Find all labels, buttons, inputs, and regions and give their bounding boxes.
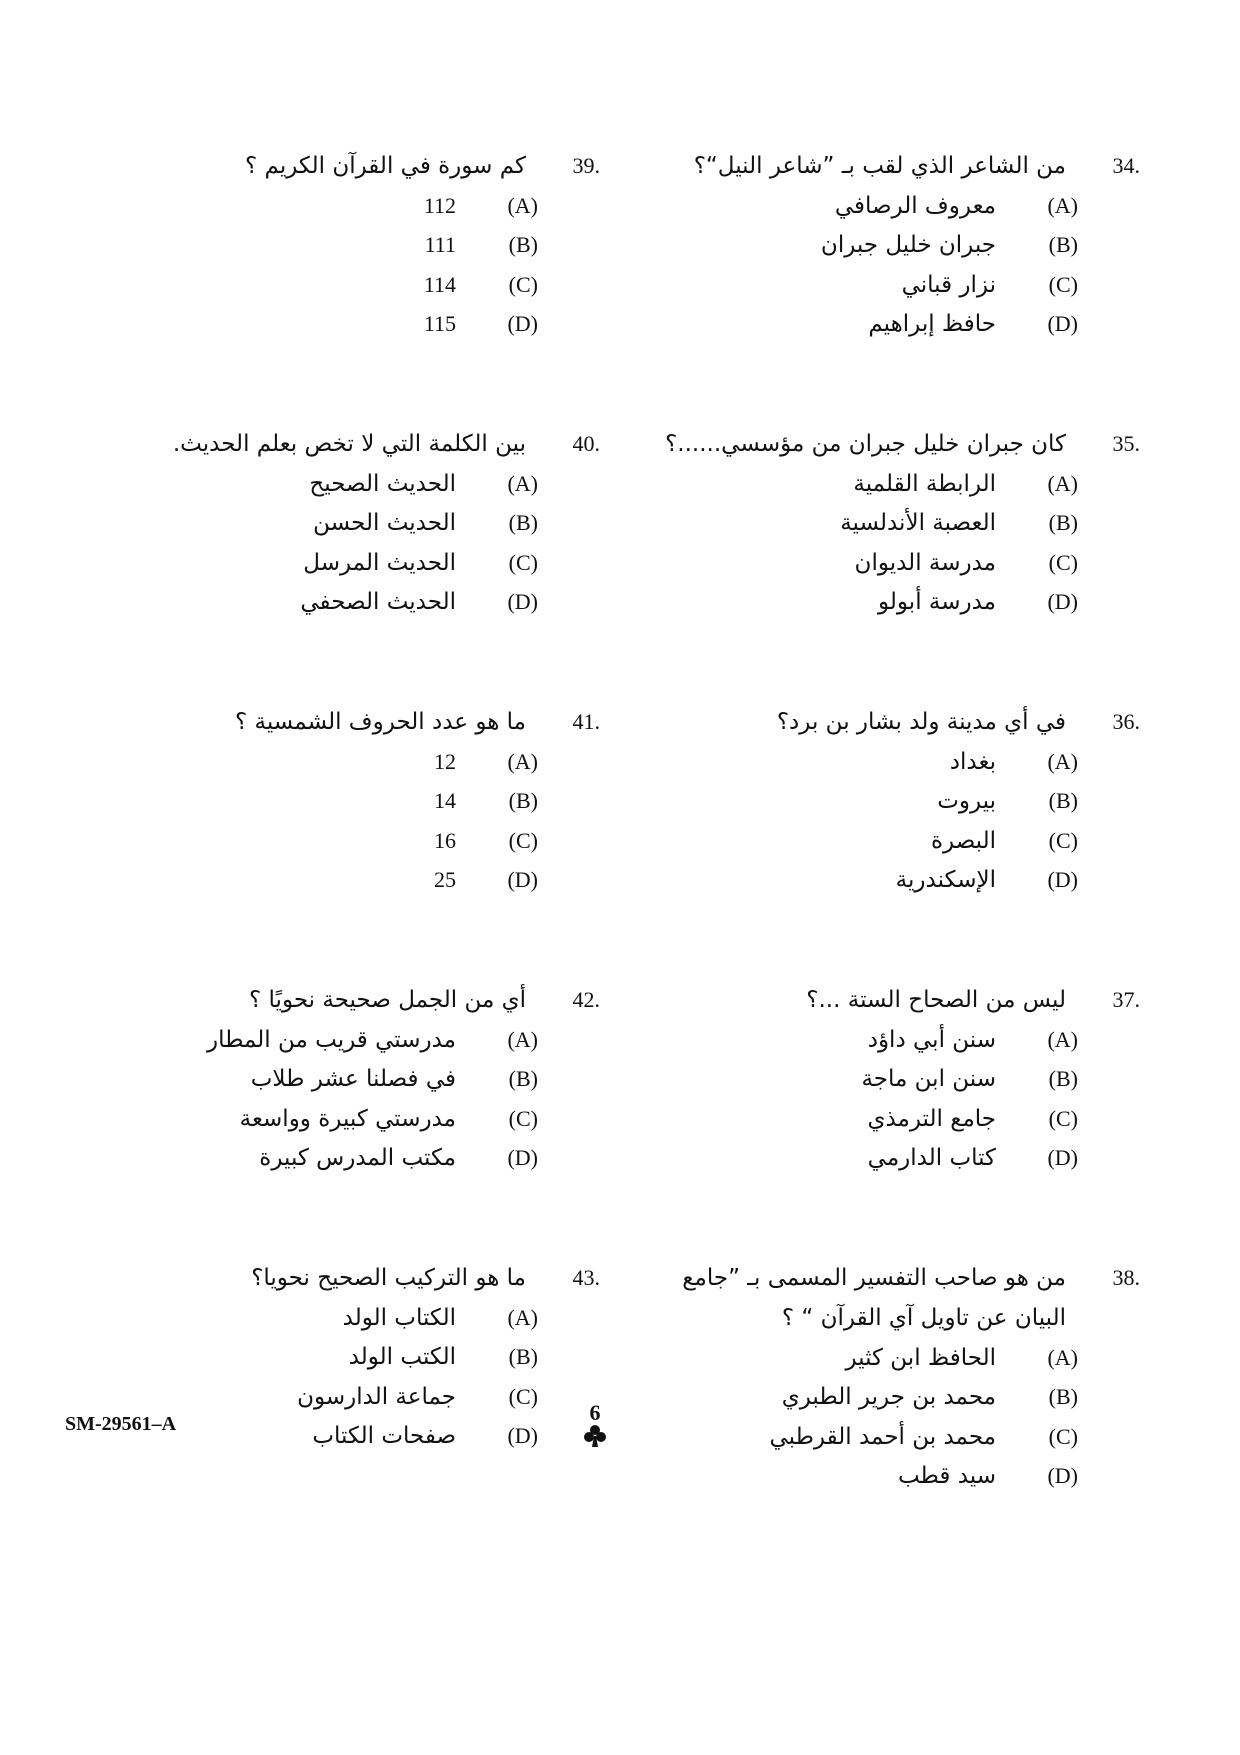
- question-text: من الشاعر الذي لقب بـ ”شاعر النيل“؟: [693, 153, 1066, 179]
- option-d: [130, 861, 600, 901]
- option-text: جبران خليل جبران: [820, 232, 996, 259]
- option-d: [130, 583, 600, 623]
- question-text: كان جبران خليل جبران من مؤسسي......؟: [665, 431, 1066, 457]
- option-letter: (D): [507, 867, 538, 893]
- option-text: 112: [423, 192, 456, 218]
- option-letter: (D): [1047, 1463, 1078, 1489]
- option-text: بغداد: [949, 748, 996, 775]
- option-text: الكتاب الولد: [342, 1304, 456, 1331]
- option-letter: (B): [508, 1066, 538, 1092]
- option-letter: (C): [1048, 271, 1078, 297]
- question-35: [640, 424, 1140, 622]
- option-c: [130, 265, 600, 305]
- option-letter: (B): [508, 232, 538, 258]
- question-number: 40.: [572, 431, 600, 456]
- option-text: البصرة: [930, 827, 996, 854]
- option-d: [130, 305, 600, 345]
- option-letter: (B): [508, 788, 538, 814]
- option-letter: (B): [1048, 510, 1078, 536]
- option-letter: (D): [507, 589, 538, 615]
- option-d: [640, 583, 1140, 623]
- answer-options: [130, 742, 600, 900]
- option-text: مدرسة الديوان: [854, 549, 996, 576]
- option-letter: (A): [507, 1304, 538, 1330]
- option-c: [640, 1099, 1140, 1139]
- option-letter: (D): [1047, 867, 1078, 893]
- option-b: [640, 1060, 1140, 1100]
- option-c: [130, 821, 600, 861]
- option-text: الإسكندرية: [895, 867, 996, 894]
- option-text: صفحات الكتاب: [312, 1423, 456, 1450]
- option-text: 25: [434, 867, 456, 893]
- option-d: [640, 1457, 1140, 1497]
- option-letter: (C): [508, 271, 538, 297]
- option-a: [130, 1298, 600, 1338]
- option-c: [640, 265, 1140, 305]
- answer-options: [640, 186, 1140, 344]
- option-text: الرابطة القلمية: [853, 470, 996, 497]
- question-number: 37.: [1112, 987, 1140, 1012]
- option-letter: (A): [507, 192, 538, 218]
- option-b: [130, 1060, 600, 1100]
- option-text: مدرستي قريب من المطار: [207, 1026, 456, 1053]
- question-43: [130, 1258, 600, 1456]
- question-text: في أي مدينة ولد بشار بن برد؟: [776, 709, 1066, 735]
- left-question-column: [130, 146, 600, 1456]
- question-38: [640, 1258, 1140, 1496]
- question-text: أي من الجمل صحيحة نحويًا ؟: [249, 987, 526, 1013]
- option-a: [640, 464, 1140, 504]
- option-letter: (C): [1048, 549, 1078, 575]
- option-text: في فصلنا عشر طلاب: [250, 1066, 456, 1093]
- option-letter: (B): [1048, 1066, 1078, 1092]
- option-d: [640, 1139, 1140, 1179]
- question-number: 34.: [1112, 153, 1140, 178]
- option-a: [130, 742, 600, 782]
- question-number: 39.: [572, 153, 600, 178]
- option-b: [130, 226, 600, 266]
- option-text: مكتب المدرس كبيرة: [259, 1145, 456, 1172]
- option-letter: (A): [507, 748, 538, 774]
- option-letter: (B): [1048, 232, 1078, 258]
- option-c: [130, 1099, 600, 1139]
- option-text: الكتب الولد: [348, 1344, 456, 1371]
- option-letter: (D): [507, 1145, 538, 1171]
- option-letter: (A): [1047, 470, 1078, 496]
- option-b: [640, 504, 1140, 544]
- question-number: 38.: [1112, 1265, 1140, 1290]
- option-letter: (B): [508, 510, 538, 536]
- option-text: الحديث الصحفي: [300, 589, 456, 616]
- question-number: 41.: [572, 709, 600, 734]
- question-text: من هو صاحب التفسير المسمى بـ ”جامع البيان عن تاويل آي القرآن “ ؟: [682, 1265, 1066, 1331]
- option-d: [130, 1417, 600, 1457]
- option-b: [640, 226, 1140, 266]
- option-letter: (D): [1047, 1145, 1078, 1171]
- question-37: [640, 980, 1140, 1178]
- question-number: 35.: [1112, 431, 1140, 456]
- option-letter: (B): [508, 1344, 538, 1370]
- option-letter: (C): [1048, 1105, 1078, 1131]
- question-number: 36.: [1112, 709, 1140, 734]
- option-letter: (D): [1047, 311, 1078, 337]
- question-36: [640, 702, 1140, 900]
- question-42: [130, 980, 600, 1178]
- option-text: 16: [434, 827, 456, 853]
- option-letter: (A): [1047, 748, 1078, 774]
- option-text: مدرسة أبولو: [878, 589, 996, 616]
- option-text: سنن أبي داؤد: [867, 1026, 996, 1053]
- answer-options: [130, 464, 600, 622]
- option-text: سنن ابن ماجة: [861, 1066, 996, 1093]
- exam-code: SM-29561–A: [65, 1413, 177, 1435]
- option-a: [640, 1338, 1140, 1378]
- option-letter: (C): [508, 1105, 538, 1131]
- option-text: محمد بن جرير الطبري: [781, 1384, 996, 1411]
- option-text: الحديث المرسل: [303, 549, 456, 576]
- option-text: 114: [423, 271, 456, 297]
- option-b: [640, 1378, 1140, 1418]
- option-text: نزار قباني: [901, 271, 996, 298]
- option-text: 115: [423, 311, 456, 337]
- question-39: [130, 146, 600, 344]
- option-text: الحديث الحسن: [313, 510, 456, 537]
- question-41: [130, 702, 600, 900]
- question-text: بين الكلمة التي لا تخص بعلم الحديث.: [172, 431, 526, 457]
- option-c: [640, 543, 1140, 583]
- option-b: [130, 1338, 600, 1378]
- option-b: [640, 782, 1140, 822]
- option-text: 12: [434, 748, 456, 774]
- answer-options: [130, 1298, 600, 1456]
- option-text: معروف الرصافي: [834, 192, 996, 219]
- option-letter: (C): [1048, 827, 1078, 853]
- club-icon: [581, 1424, 609, 1448]
- option-d: [640, 861, 1140, 901]
- option-c: [640, 1417, 1140, 1457]
- option-c: [130, 1377, 600, 1417]
- option-letter: (A): [1047, 1344, 1078, 1370]
- option-b: [130, 504, 600, 544]
- option-letter: (A): [1047, 1026, 1078, 1052]
- option-text: سيد قطب: [897, 1463, 996, 1490]
- option-letter: (A): [1047, 192, 1078, 218]
- question-40: [130, 424, 600, 622]
- answer-options: [640, 464, 1140, 622]
- option-text: جامع الترمذي: [867, 1105, 996, 1132]
- page-number: 6: [589, 1400, 601, 1425]
- option-text: العصبة الأندلسية: [840, 510, 996, 537]
- option-text: بيروت: [937, 788, 996, 815]
- answer-options: [130, 1020, 600, 1178]
- option-letter: (C): [508, 1383, 538, 1409]
- option-text: محمد بن أحمد القرطبي: [769, 1423, 996, 1450]
- option-c: [640, 821, 1140, 861]
- question-text: ليس من الصحاح الستة ...؟: [806, 987, 1066, 1013]
- option-d: [640, 305, 1140, 345]
- option-text: الحديث الصحيح: [309, 470, 456, 497]
- option-letter: (C): [1048, 1423, 1078, 1449]
- option-letter: (C): [508, 549, 538, 575]
- option-letter: (A): [507, 1026, 538, 1052]
- question-34: [640, 146, 1140, 344]
- option-text: مدرستي كبيرة وواسعة: [239, 1105, 456, 1132]
- option-a: [130, 464, 600, 504]
- right-question-column: [640, 146, 1140, 1496]
- answer-options: [640, 1338, 1140, 1496]
- option-letter: (B): [1048, 1384, 1078, 1410]
- question-text: كم سورة في القرآن الكريم ؟: [245, 153, 526, 179]
- option-a: [640, 186, 1140, 226]
- option-text: حافظ إبراهيم: [868, 311, 996, 338]
- question-text: ما هو عدد الحروف الشمسية ؟: [234, 709, 526, 735]
- option-letter: (D): [1047, 589, 1078, 615]
- answer-options: [130, 186, 600, 344]
- option-a: [130, 186, 600, 226]
- option-letter: (C): [508, 827, 538, 853]
- option-letter: (B): [1048, 788, 1078, 814]
- option-text: 14: [434, 788, 456, 814]
- option-a: [640, 1020, 1140, 1060]
- option-letter: (D): [507, 311, 538, 337]
- option-c: [130, 543, 600, 583]
- option-text: كتاب الدارمي: [867, 1145, 996, 1172]
- option-letter: (D): [507, 1423, 538, 1449]
- option-d: [130, 1139, 600, 1179]
- answer-options: [640, 742, 1140, 900]
- option-letter: (A): [507, 470, 538, 496]
- question-text: ما هو التركيب الصحيح نحويا؟: [251, 1265, 526, 1291]
- question-number: 43.: [572, 1265, 600, 1290]
- option-a: [640, 742, 1140, 782]
- option-text: جماعة الدارسون: [297, 1383, 456, 1410]
- question-number: 42.: [572, 987, 600, 1012]
- option-text: الحافظ ابن كثير: [845, 1344, 996, 1371]
- option-b: [130, 782, 600, 822]
- option-a: [130, 1020, 600, 1060]
- option-text: 111: [424, 232, 456, 258]
- answer-options: [640, 1020, 1140, 1178]
